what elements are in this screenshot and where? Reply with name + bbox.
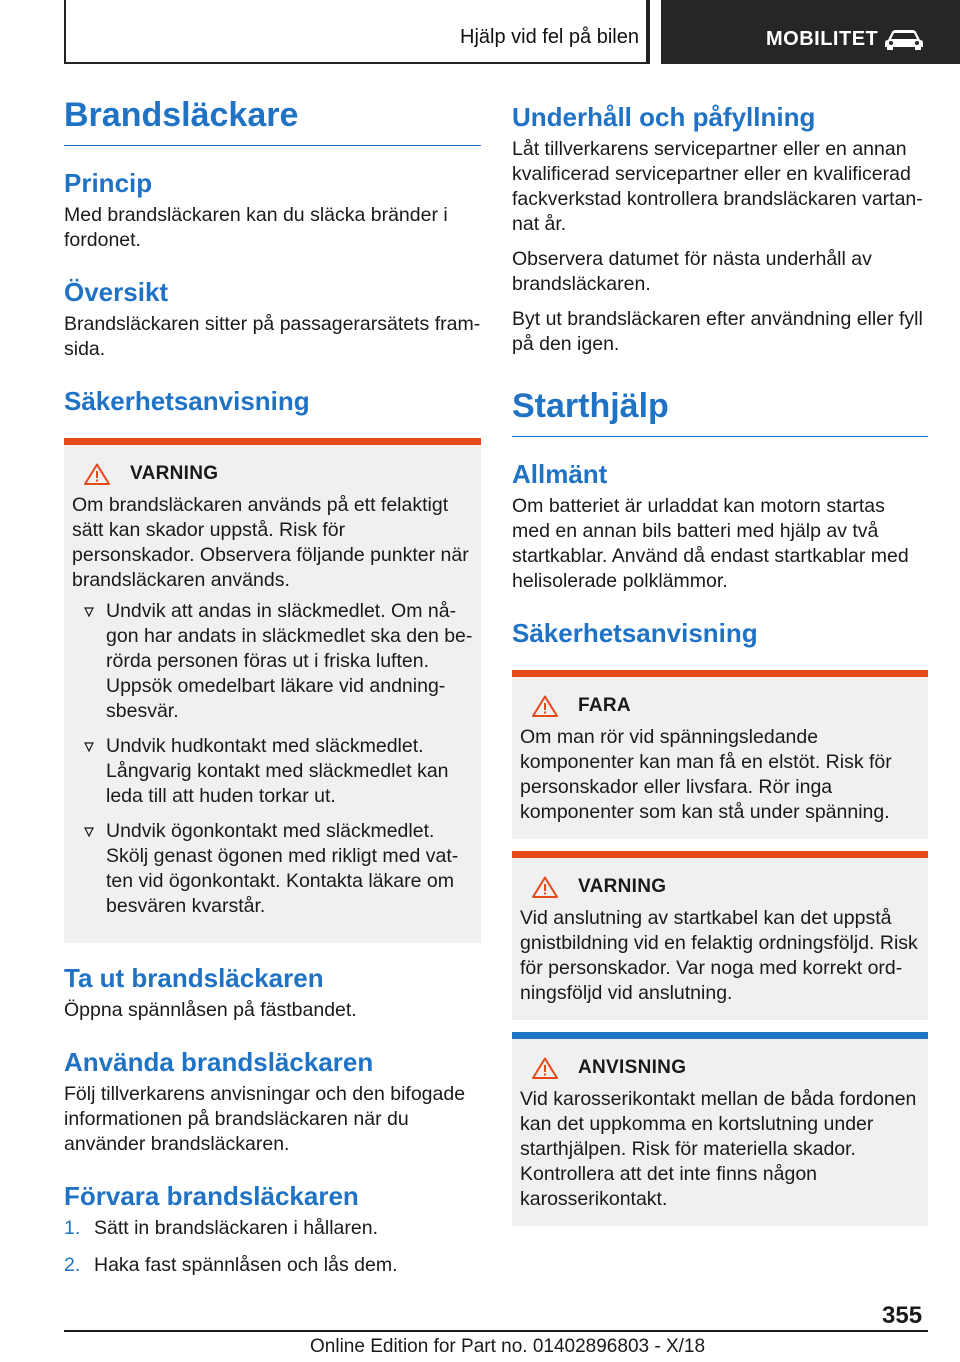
list-item: Undvik hudkontakt med släckmedlet. Långvarig kontakt med släckmedlet kan leda till att huden torkar ut. bbox=[72, 734, 473, 809]
section-title-starthjalp: Starthjälp bbox=[512, 387, 928, 437]
heading-forvara: Förvara brandsläckaren bbox=[64, 1181, 359, 1212]
warning-title-2: VARNING bbox=[578, 875, 667, 897]
danger-box bbox=[512, 670, 928, 839]
warning-box-2 bbox=[512, 851, 928, 1020]
warning-bullet-list bbox=[72, 599, 473, 919]
page-number: 355 bbox=[882, 1302, 923, 1329]
warning-title: VARNING bbox=[130, 462, 219, 484]
notice-box bbox=[512, 1032, 928, 1226]
princip-text: Med brandsläckaren kan du släcka bränder i fordonet. bbox=[64, 204, 448, 252]
warning-triangle-icon bbox=[84, 463, 110, 485]
danger-text: Om man rör vid spänningsledande komponenter kan man få en elstöt. Risk för personskador eller livsfara. Rör inga komponenter som kan stå under spänning. bbox=[520, 725, 892, 823]
underhall-text-1: Låt tillverkarens servicepartner eller en annan kvalificerad servicepartner eller en kvalificerad fackverkstad kontrollera brandsläckaren vartannat år. bbox=[512, 138, 923, 236]
oversikt-text: Brandsläckaren sitter på passagerarsätets framsida. bbox=[64, 313, 481, 361]
steps-list bbox=[64, 1216, 481, 1278]
list-item: Undvik att andas in släckmedlet. Om någon har andats in släckmedlet ska den berörda personen föras ut i friska luften. Uppsök omedelbart läkare vid andningsbesvär. bbox=[72, 599, 473, 724]
warning-triangle-icon bbox=[532, 695, 558, 717]
footer-rule bbox=[64, 1330, 928, 1332]
danger-title: FARA bbox=[578, 694, 631, 716]
heading-allmant: Allmänt bbox=[512, 459, 608, 490]
heading-anvanda: Använda brandsläckaren bbox=[64, 1046, 374, 1077]
bullet-triangle-icon bbox=[84, 607, 94, 617]
header-bottom-rule bbox=[64, 62, 650, 64]
heading-oversikt: Översikt bbox=[64, 277, 169, 308]
warning-text-2: Vid anslutning av startkabel kan det uppstå gnistbildning vid en felaktig ordningsföljd. Risk för personskador. Var noga med korrekt ordningsföljd vid anslutning. bbox=[520, 906, 918, 1004]
underhall-text-3: Byt ut brandsläckaren efter användning eller fyll på den igen. bbox=[512, 308, 923, 356]
header-chapter-label: MOBILITET bbox=[766, 28, 879, 50]
header-left-rule bbox=[64, 0, 66, 64]
list-item: Undvik ögonkontakt med släckmedlet. Skölj genast ögonen med rikligt med vatten vid ögonkontakt. Kontakta läkare om besvären kvarstår. bbox=[72, 819, 473, 919]
warning-triangle-icon bbox=[532, 876, 558, 898]
list-item: 2. Haka fast spännlåsen och lås dem. bbox=[64, 1254, 398, 1277]
ta-ut-text: Öppna spännlåsen på fästbandet. bbox=[64, 998, 357, 1021]
warning-triangle-icon bbox=[532, 1057, 558, 1079]
car-icon bbox=[884, 28, 924, 50]
allmant-text: Om batteriet är urladdat kan motorn startas med en annan bils batteri med hjälp av två startkablar. Använd då endast startkablar med helisolerade polklämmor. bbox=[512, 495, 909, 593]
header-divider bbox=[646, 0, 650, 64]
heading-sakerhetsanvisning-2: Säkerhetsanvisning bbox=[512, 618, 758, 649]
bullet-triangle-icon bbox=[84, 742, 94, 752]
right-column bbox=[512, 102, 928, 1226]
heading-sakerhetsanvisning: Säkerhetsanvisning bbox=[64, 386, 310, 417]
left-column bbox=[64, 96, 481, 1290]
list-item: 1. Sätt in brandsläckaren i hållaren. bbox=[64, 1217, 378, 1240]
warning-box bbox=[64, 438, 481, 943]
notice-text: Vid karosserikontakt mellan de båda fordonen kan det uppkomma en kortslutning under starthjälpen. Risk för materiella skador. Kontrollera att det inte finns någon karosserikontakt. bbox=[520, 1087, 917, 1210]
heading-princip: Princip bbox=[64, 168, 153, 199]
anvanda-text: Följ tillverkarens anvisningar och den bifogade informationen på brandsläckaren när du använder brandsläckaren. bbox=[64, 1083, 466, 1156]
section-title-brandslackare: Brandsläckare bbox=[64, 96, 481, 146]
header-section-title: Hjälp vid fel på bilen bbox=[460, 26, 639, 48]
heading-ta-ut: Ta ut brandsläckaren bbox=[64, 962, 324, 993]
bullet-triangle-icon bbox=[84, 827, 94, 837]
underhall-text-2: Observera datumet för nästa underhåll av brandsläckaren. bbox=[512, 248, 872, 296]
heading-underhall: Underhåll och påfyllning bbox=[512, 102, 816, 132]
notice-title: ANVISNING bbox=[578, 1056, 687, 1078]
warning-text: Om brandsläckaren används på ett felaktigt sätt kan skador uppstå. Risk för personskador. Observera följande punkter när brandsläckaren används. bbox=[72, 493, 469, 591]
footer-edition: Online Edition for Part no. 01402896803 - X/18 bbox=[310, 1336, 706, 1357]
